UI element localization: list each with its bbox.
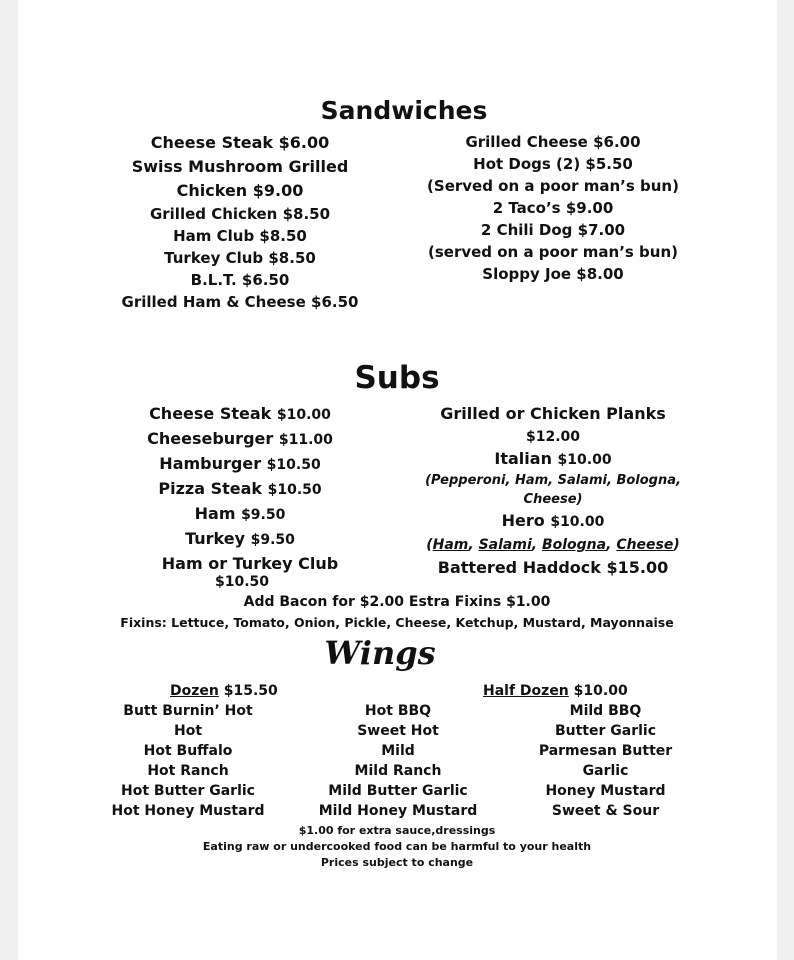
- item-name: Hamburger: [159, 454, 262, 473]
- flavor-item: Garlic: [582, 763, 629, 779]
- item-name: Cheeseburger: [147, 429, 274, 448]
- half-dozen-price-line: [483, 681, 628, 701]
- flavor-item: Hot BBQ: [364, 703, 432, 719]
- flavor-item: Butter Garlic: [554, 723, 657, 739]
- menu-item: [494, 448, 611, 471]
- menu-item: Grilled Ham & Cheese $6.50: [121, 293, 359, 311]
- dozen-price: $15.50: [218, 683, 278, 699]
- item-price: $10.50: [266, 457, 321, 473]
- flavor-item: Parmesan Butter: [538, 743, 673, 759]
- dozen-price-line: [170, 681, 278, 701]
- sandwiches-left-column: [80, 131, 400, 313]
- flavor-item: Hot: [173, 723, 203, 739]
- half-dozen-label: Half Dozen: [483, 683, 569, 699]
- menu-item: Sloppy Joe $8.00: [482, 265, 624, 283]
- item-name: Hero: [501, 511, 545, 530]
- menu-item: Turkey Club $8.50: [164, 249, 316, 267]
- menu-item: Battered Haddock $15.00: [437, 558, 669, 577]
- item-description: (Pepperoni, Ham, Salami, Bologna,: [425, 473, 681, 488]
- subs-heading: Subs: [354, 360, 440, 396]
- item-price: $10.50: [267, 482, 322, 498]
- price-notice: Prices subject to change: [320, 856, 474, 869]
- menu-item: Grilled Chicken $8.50: [149, 205, 331, 223]
- item-name: Pizza Steak: [158, 479, 263, 498]
- menu-item: Swiss Mushroom Grilled: [131, 157, 349, 176]
- health-warning: Eating raw or undercooked food can be harmful to your health: [202, 840, 592, 853]
- menu-item: [195, 502, 286, 527]
- menu-item: Chicken $9.00: [176, 181, 304, 200]
- menu-item: 2 Taco’s $9.00: [492, 199, 614, 217]
- item-name: Ham or Turkey Club: [161, 554, 339, 573]
- menu-item: [147, 427, 333, 452]
- item-price: $10.00: [557, 452, 612, 468]
- menu-item: Hot Dogs (2) $5.50: [473, 155, 633, 173]
- menu-page: [18, 0, 777, 960]
- wings-flavors-column-1: [98, 701, 278, 821]
- menu-item: Cheese Steak $6.00: [150, 133, 330, 152]
- flavor-item: Mild Honey Mustard: [318, 803, 478, 819]
- bacon-line: Add Bacon for $2.00 Estra Fixins $1.00: [243, 594, 551, 610]
- flavor-item: Sweet Hot: [357, 723, 439, 739]
- flavor-item: Hot Ranch: [147, 763, 229, 779]
- flavor-item: Hot Buffalo: [143, 743, 233, 759]
- menu-item: [185, 527, 295, 552]
- item-price: $11.00: [278, 432, 333, 448]
- menu-item: B.L.T. $6.50: [190, 271, 290, 289]
- flavor-item: Hot Butter Garlic: [121, 783, 255, 799]
- item-name: Ham: [194, 504, 236, 523]
- subs-right-column: [418, 402, 688, 580]
- subs-left-column: [120, 402, 360, 576]
- item-description: Cheese): [523, 492, 583, 507]
- menu-item-note: (Served on a poor man’s bun): [427, 177, 679, 195]
- item-price: $10.00: [550, 514, 605, 530]
- wings-heading: Wings: [324, 634, 436, 672]
- club-price: $10.50: [215, 574, 270, 590]
- item-price: $10.00: [276, 407, 331, 423]
- item-price: $12.00: [525, 429, 581, 445]
- menu-item: Grilled or Chicken Planks: [440, 404, 666, 423]
- item-description: (Ham, Salami, Bologna, Cheese): [426, 537, 680, 553]
- item-name: Italian: [494, 449, 552, 468]
- flavor-item: Mild Butter Garlic: [328, 783, 468, 799]
- flavor-item: Sweet & Sour: [551, 803, 660, 819]
- flavor-item: Mild Ranch: [354, 763, 442, 779]
- flavor-item: Hot Honey Mustard: [111, 803, 265, 819]
- sandwiches-right-column: [388, 131, 718, 285]
- sandwiches-heading: Sandwiches: [320, 96, 488, 125]
- menu-item: Ham Club $8.50: [173, 227, 307, 245]
- flavor-item: Honey Mustard: [545, 783, 666, 799]
- fixins-line: Fixins: Lettuce, Tomato, Onion, Pickle, Cheese, Ketchup, Mustard, Mayonnaise: [120, 615, 674, 630]
- menu-item: 2 Chili Dog $7.00: [480, 221, 626, 239]
- flavor-item: Mild BBQ: [569, 703, 642, 719]
- menu-item: [149, 402, 331, 427]
- item-price: $9.50: [241, 507, 286, 523]
- wings-flavors-column-2: [308, 701, 488, 821]
- menu-item: Grilled Cheese $6.00: [465, 133, 641, 151]
- flavor-item: Mild: [381, 743, 415, 759]
- extra-sauce-note: $1.00 for extra sauce,dressings: [298, 824, 496, 837]
- item-name: Cheese Steak: [149, 404, 272, 423]
- menu-item: [159, 452, 320, 477]
- half-dozen-price: $10.00: [568, 683, 628, 699]
- dozen-label: Dozen: [170, 683, 219, 699]
- item-price: $9.50: [250, 532, 295, 548]
- item-name: Turkey: [185, 529, 246, 548]
- wings-flavors-column-3: [513, 701, 698, 821]
- flavor-item: Butt Burnin’ Hot: [123, 703, 253, 719]
- menu-item: [502, 509, 605, 534]
- menu-item: [158, 477, 321, 502]
- menu-item-note: (served on a poor man’s bun): [427, 243, 678, 261]
